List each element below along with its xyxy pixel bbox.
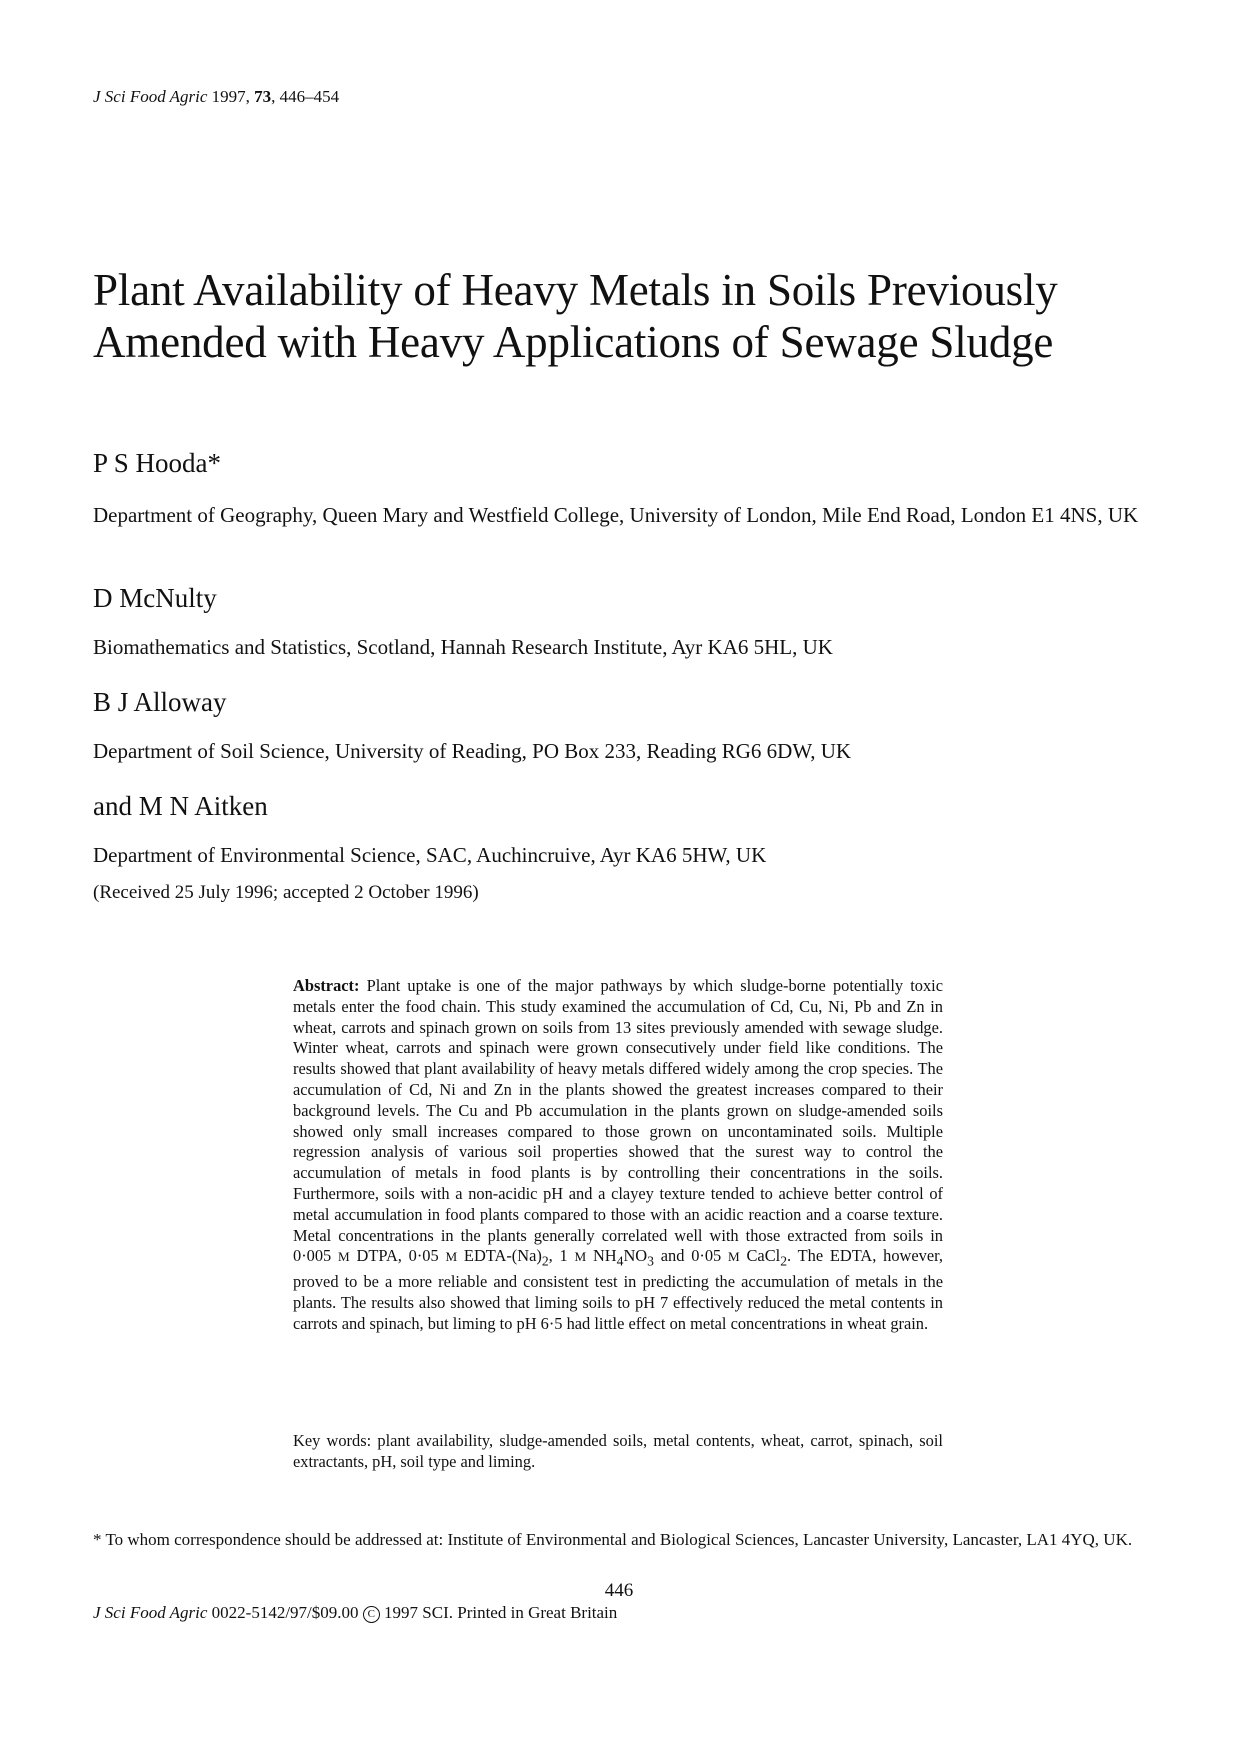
correspondence-footnote: * To whom correspondence should be addressed at: Institute of Environmental and Biological Sciences, Lancaster University, Lancaster, LA1 4YQ, UK. bbox=[93, 1530, 1133, 1549]
abstract-text: NO bbox=[623, 1246, 648, 1266]
molar-unit: M bbox=[728, 1249, 740, 1265]
page-number: 446 bbox=[604, 1580, 634, 1601]
author-affiliation: Biomathematics and Statistics, Scotland, Hannah Research Institute, Ayr KA6 5HL, UK bbox=[93, 635, 833, 659]
footer-printed: 1997 SCI. Printed in Great Britain bbox=[379, 1603, 618, 1622]
author-affiliation: Department of Environmental Science, SAC, Auchincruive, Ayr KA6 5HW, UK bbox=[93, 843, 767, 867]
running-head-year: 1997, bbox=[211, 87, 250, 106]
abstract-label: Abstract: bbox=[293, 976, 360, 995]
author-name: B J Alloway bbox=[93, 687, 227, 717]
abstract-text: NH bbox=[586, 1246, 617, 1266]
abstract-text: Plant uptake is one of the major pathways by which sludge-borne potentially toxic metals enter the food chain. This study examined the accumulation of Cd, Cu, Ni, Pb and Zn in wheat, carrots and spinach grown on soils from 13 sites previously amended with sewage sludge. Winter wheat, carrots and spinach were grown consecutively under field like conditions. The results showed that plant availability of heavy metals differed widely among the crop species. The accumulation of Cd, Ni and Zn in the plants showed the greatest increases compared to their background levels. The Cu and Pb accumulation in the plants grown on sludge-amended soils showed only small increases compared to those grown on uncontaminated soils. Multiple regression analysis of various soil properties showed that the surest way to control the accumulation of metals in food plants is by controlling their concentrations in the soils. Furthermore, soils with a non-acidic pH and a clayey texture tended to achieve better control of metal accumulation in food plants compared to those with an acidic reaction and a coarse texture. Metal concentrations in the plants generally correlated well with those extracted from soils in 0·005 bbox=[293, 976, 943, 1266]
subscript: 4 bbox=[616, 1253, 624, 1269]
subscript: 2 bbox=[780, 1253, 788, 1269]
paper-title: Plant Availability of Heavy Metals in Soils Previously Amended with Heavy Applications of Sewage Sludge bbox=[93, 265, 1058, 367]
subscript: 3 bbox=[647, 1253, 654, 1269]
running-head-journal: J Sci Food Agric bbox=[93, 87, 208, 106]
footer-issn: 0022-5142/97/$09.00 bbox=[207, 1603, 363, 1622]
molar-unit: M bbox=[445, 1249, 458, 1265]
journal-footer bbox=[93, 1603, 617, 1623]
abstract-text: . The EDTA, however, proved to be a more reliable and consistent test in predicting the accumulation of metals in the plants. The results also showed that liming soils to pH 7 effectively reduced the metal contents in carrots and spinach, but liming to pH 6·5 had little effect on metal concentrations in wheat grain. bbox=[293, 1246, 944, 1334]
running-head-pages: , 446–454 bbox=[271, 87, 340, 106]
author-affiliation: Department of Soil Science, University of Reading, PO Box 233, Reading RG6 6DW, UK bbox=[93, 739, 852, 763]
author-name: and M N Aitken bbox=[93, 791, 268, 821]
abstract-text: and 0·05 bbox=[653, 1246, 729, 1266]
molar-unit: M bbox=[338, 1249, 350, 1265]
running-head bbox=[93, 87, 339, 107]
abstract-text: CaCl bbox=[739, 1246, 781, 1266]
author-name: P S Hooda* bbox=[93, 448, 222, 478]
footer-journal: J Sci Food Agric bbox=[93, 1603, 208, 1622]
copyright-icon: C bbox=[363, 1606, 380, 1623]
abstract bbox=[293, 976, 943, 1335]
running-head-volume: 73 bbox=[254, 87, 272, 106]
abstract-text: DTPA, 0·05 bbox=[349, 1246, 446, 1266]
author-name: D McNulty bbox=[93, 583, 217, 613]
abstract-text: EDTA-(Na) bbox=[457, 1246, 542, 1266]
keywords: Key words: plant availability, sludge-amended soils, metal contents, wheat, carrot, spinach, soil extractants, pH, soil type and liming. bbox=[293, 1431, 943, 1471]
abstract-text: , 1 bbox=[548, 1246, 575, 1266]
subscript: 2 bbox=[541, 1253, 549, 1269]
author-affiliation: Department of Geography, Queen Mary and Westfield College, University of London, Mile End Road, London E1 4NS, UK bbox=[93, 503, 1139, 527]
received-dates: (Received 25 July 1996; accepted 2 October 1996) bbox=[93, 882, 479, 903]
molar-unit: M bbox=[574, 1249, 587, 1265]
